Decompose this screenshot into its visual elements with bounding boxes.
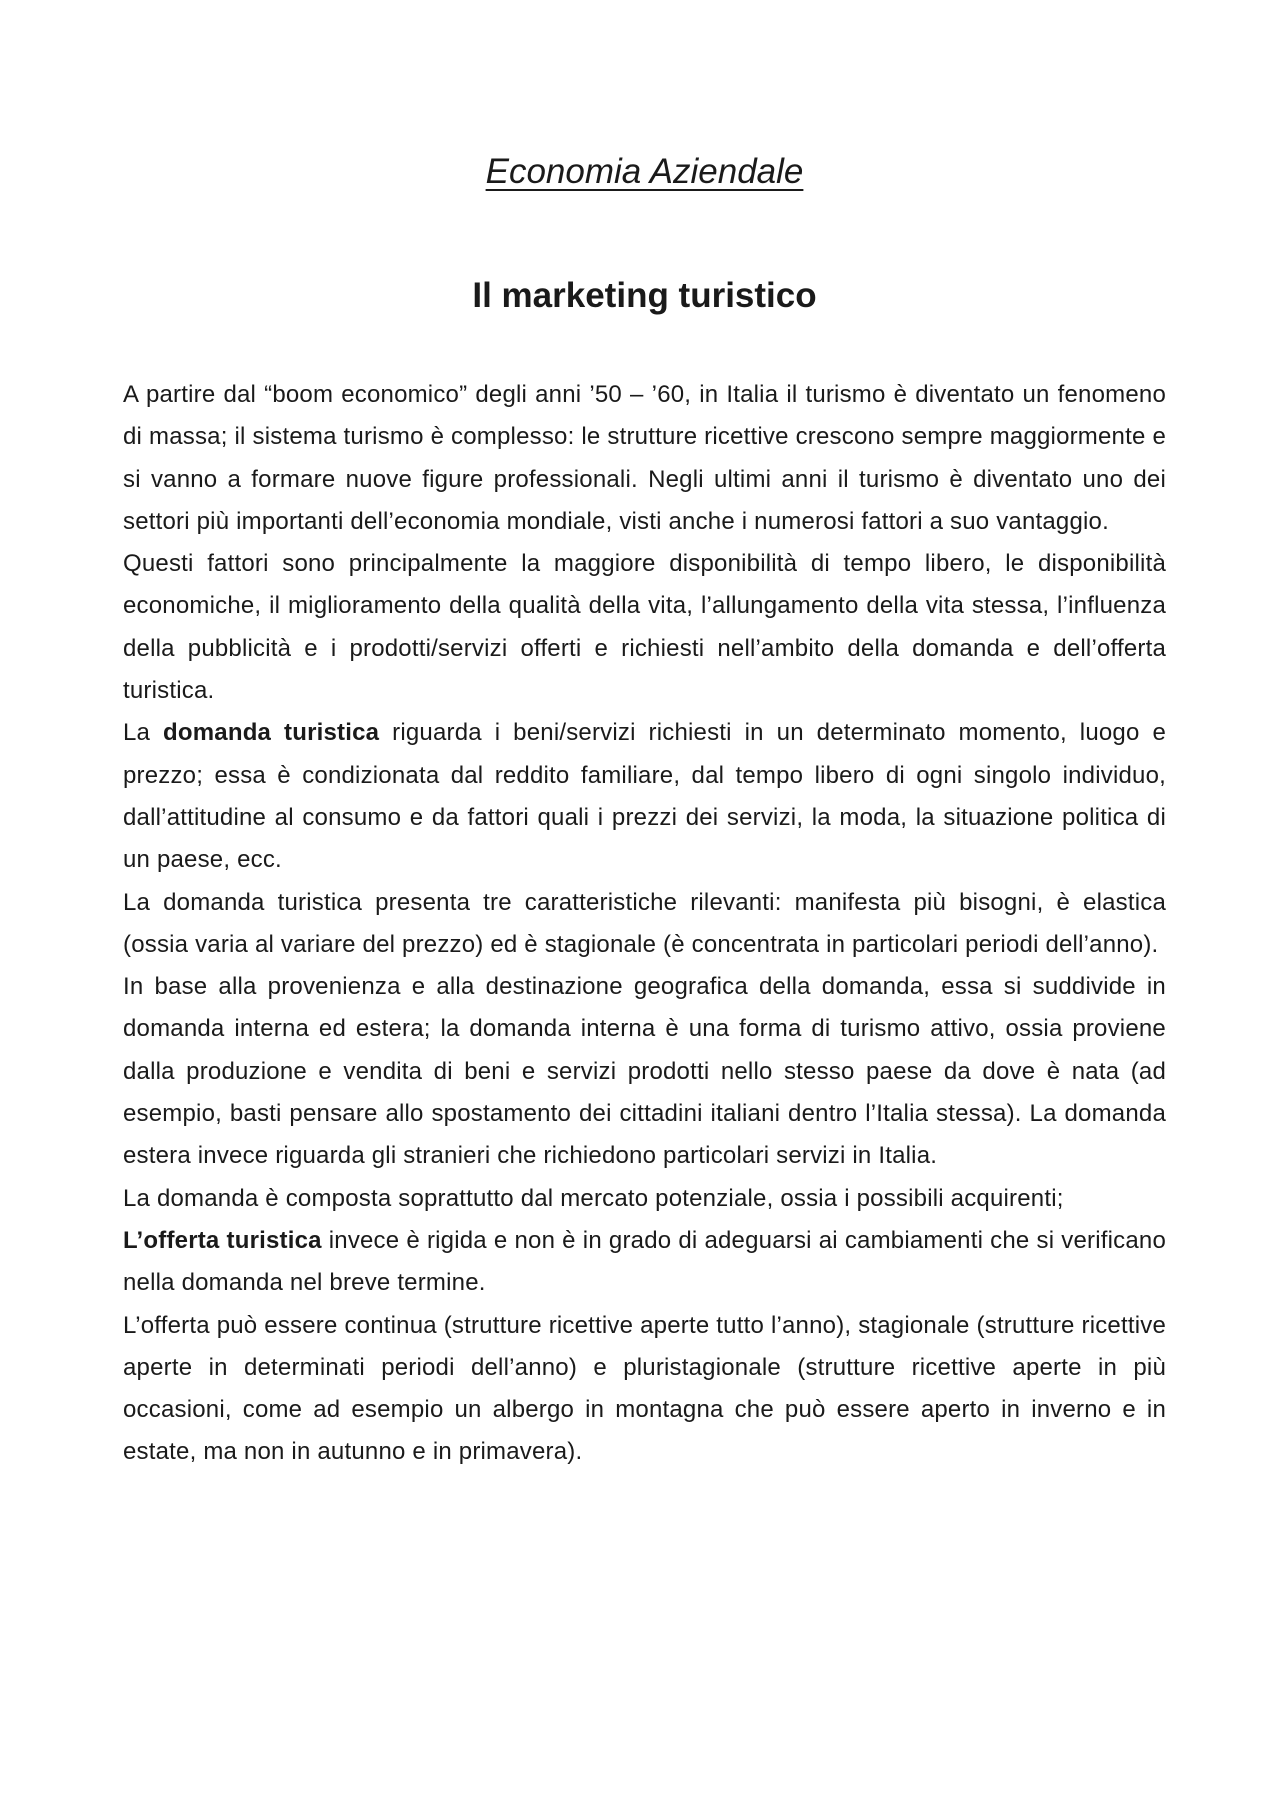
paragraph-mercato-potenziale [123, 1178, 1166, 1220]
paragraph-tipi-offerta [123, 1305, 1166, 1474]
paragraph-text: La domanda è composta soprattutto dal mercato potenziale, ossia i possibili acquirenti; [123, 1184, 1064, 1212]
paragraph-text: L’offerta può essere continua (strutture ricettive aperte tutto l’anno), stagionale (strutture ricettive aperte in determinati periodi dell’anno) e pluristagionale (strutture ricettive aperte in più occasioni, come ad esempio un albergo in montagna che può essere aperto in inverno e in estate, ma non in autunno e in primavera). [123, 1311, 1166, 1466]
term-offerta-turistica: L’offerta turistica [123, 1226, 322, 1254]
paragraph-text: La domanda turistica presenta tre caratteristiche rilevanti: manifesta più bisogni, è elastica (ossia varia al variare del prezzo) ed è stagionale (è concentrata in particolari periodi dell’anno). [123, 888, 1166, 958]
document-body [123, 374, 1166, 1474]
paragraph-domanda-turistica [123, 712, 1166, 881]
paragraph-offerta-turistica [123, 1220, 1166, 1305]
paragraph-caratteristiche [123, 882, 1166, 967]
paragraph-text: riguarda i beni/servizi richiesti in un determinato momento, luogo e prezzo; essa è condizionata dal reddito familiare, dal tempo libero di ogni singolo individuo, dall’attitudine al consumo e da fattori quali i prezzi dei servizi, la moda, la situazione politica di un paese, ecc. [123, 719, 1166, 874]
page-title: Il marketing turistico [472, 276, 817, 315]
paragraph-lead: La [123, 719, 164, 747]
paragraph-text: invece è rigida e non è in grado di adeguarsi ai cambiamenti che si verificano nella domanda nel breve termine. [123, 1226, 1166, 1297]
paragraph-text: In base alla provenienza e alla destinazione geografica della domanda, essa si suddivide in domanda interna ed estera; la domanda interna è una forma di turismo attivo, ossia proviene dalla produzione e vendita di beni e servizi prodotti nello stesso paese da dove è nata (ad esempio, basti pensare allo spostamento dei cittadini italiani dentro l’Italia stessa). La domanda estera invece riguarda gli stranieri che richiedono particolari servizi in Italia. [123, 973, 1166, 1170]
paragraph-text: Questi fattori sono principalmente la maggiore disponibilità di tempo libero, le disponibilità economiche, il miglioramento della qualità della vita, l’allungamento della vita stessa, l’influenza della pubblicità e i prodotti/servizi offerti e richiesti nell’ambito della domanda e dell’offerta turistica. [123, 550, 1166, 705]
paragraph-text: A partire dal “boom economico” degli anni ’50 – ’60, in Italia il turismo è diventato un fenomeno di massa; il sistema turismo è complesso: le strutture ricettive crescono sempre maggiormente e si vanno a formare nuove figure professionali. Negli ultimi anni il turismo è diventato uno dei settori più importanti dell’economia mondiale, visti anche i numerosi fattori a suo vantaggio. [123, 381, 1166, 535]
paragraph-fattori [123, 543, 1166, 712]
term-domanda-turistica: domanda turistica [163, 719, 380, 747]
paragraph-interna-estera [123, 966, 1166, 1177]
subject-heading: Economia Aziendale [485, 152, 804, 191]
paragraph-intro [123, 374, 1166, 543]
